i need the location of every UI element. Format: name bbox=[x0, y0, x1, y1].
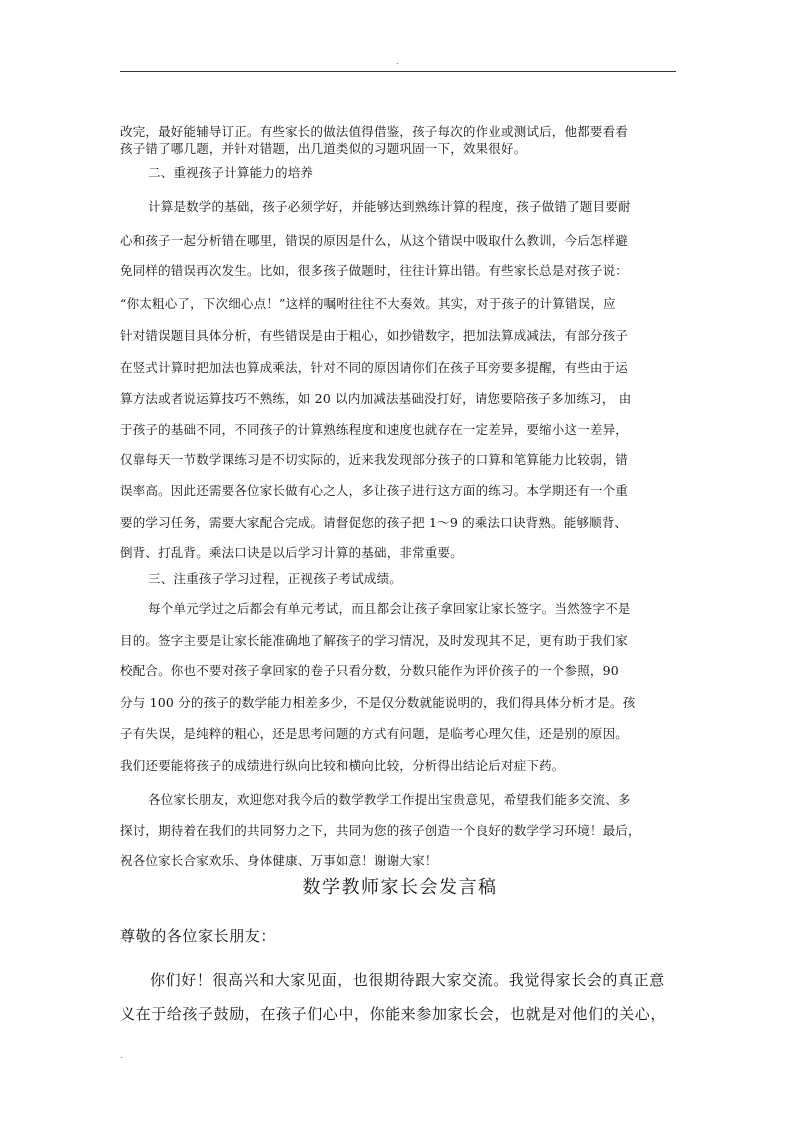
speech-line: 义在于给孩子鼓励，在孩子们心中，你能来参加家长会，也就是对他们的关心， bbox=[120, 1005, 667, 1023]
header-rule bbox=[120, 71, 676, 72]
paragraph-line: 子有失误，是纯粹的粗心，还是思考问题的方式有问题，是临考心理欠佳，还是别的原因。 bbox=[120, 726, 629, 741]
paragraph-line: “你太粗心了，下次细心点！”这样的嘱咐往往不大奏效。其实，对于孩子的计算错误，应 bbox=[120, 296, 616, 311]
paragraph-line: 校配合。你也不要对孩子拿回家的卷子只看分数，分数只能作为评价孩子的一个参照，90 bbox=[120, 663, 619, 678]
paragraph-line: 于孩子的基础不同，不同孩子的计算熟练程度和速度也就存在一定差异，要缩小这一差异， bbox=[120, 422, 629, 437]
paragraph-line: 要的学习任务，需要大家配合完成。请督促您的孩子把 1～9 的乘法口诀背熟。能够顺背、 bbox=[120, 515, 628, 530]
paragraph-line: 计算是数学的基础，孩子必须学好，并能够达到熟练计算的程度，孩子做错了题目要耐 bbox=[148, 199, 631, 214]
section-heading: 二、重视孩子计算能力的培养 bbox=[148, 165, 314, 180]
paragraph-line: 心和孩子一起分析错在哪里，错误的原因是什么，从这个错误中吸取什么教训，今后怎样避 bbox=[120, 233, 629, 248]
footer-mark: . bbox=[120, 1051, 123, 1060]
salutation: 尊敬的各位家长朋友： bbox=[120, 927, 277, 945]
paragraph-line: 分与 100 分的孩子的数学能力相差多少，不是仅分数就能说明的，我们得具体分析才是。孩 bbox=[120, 695, 636, 710]
speech-line: 你们好！很高兴和大家见面，也很期待跟大家交流。我觉得家长会的真正意 bbox=[150, 971, 665, 989]
header-mark: . bbox=[396, 57, 399, 66]
paragraph-line: 我们还要能将孩子的成绩进行纵向比较和横向比较，分析得出结论后对症下药。 bbox=[120, 758, 565, 773]
paragraph-line: 免同样的错误再次发生。比如，很多孩子做题时，往往计算出错。有些家长总是对孩子说： bbox=[120, 263, 629, 278]
paragraph-line: 误率高。因此还需要各位家长做有心之人，多让孩子进行这方面的练习。本学期还有一个重 bbox=[120, 483, 629, 498]
paragraph-line: 目的。签字主要是让家长能准确地了解孩子的学习情况，及时发现其不足，更有助于我们家 bbox=[120, 633, 629, 648]
speech-title: 数学教师家长会发言稿 bbox=[302, 877, 498, 898]
paragraph-line: 倒背、打乱背。乘法口诀是以后学习计算的基础，非常重要。 bbox=[120, 545, 463, 560]
paragraph-line: 各位家长朋友，欢迎您对我今后的数学教学工作提出宝贵意见，希望我们能多交流、多 bbox=[148, 792, 631, 807]
paragraph-line: 算方法或者说运算技巧不熟练，如 20 以内加减法基础没打好，请您要陪孩子多加练习， 由 bbox=[120, 391, 632, 406]
paragraph-line: 改完，最好能辅导订正。有些家长的做法值得借鉴，孩子每次的作业或测试后，他都要看看 bbox=[120, 124, 629, 139]
paragraph-line: 祝各位家长合家欢乐、身体健康、万事如意！谢谢大家！ bbox=[120, 853, 438, 868]
section-heading: 三、注重孩子学习过程，正视孩子考试成绩。 bbox=[148, 571, 403, 586]
paragraph-line: 孩子错了哪几题，并针对错题，出几道类似的习题巩固一下，效果很好。 bbox=[120, 141, 527, 156]
paragraph-line: 针对错误题目具体分析，有些错误是由于粗心，如抄错数字，把加法算成减法，有部分孩子 bbox=[120, 328, 629, 343]
paragraph-line: 每个单元学过之后都会有单元考试，而且都会让孩子拿回家让家长签字。当然签字不是 bbox=[148, 601, 631, 616]
paragraph-line: 探讨，期待着在我们的共同努力之下，共同为您的孩子创造一个良好的数学学习环境！最后， bbox=[120, 823, 641, 838]
paragraph-line: 仅靠每天一节数学课练习是不切实际的，近来我发现部分孩子的口算和笔算能力比较弱，错 bbox=[120, 452, 629, 467]
paragraph-line: 在竖式计算时把加法也算成乘法，针对不同的原因请你们在孩子耳旁要多提醒，有些由于运 bbox=[120, 360, 629, 375]
